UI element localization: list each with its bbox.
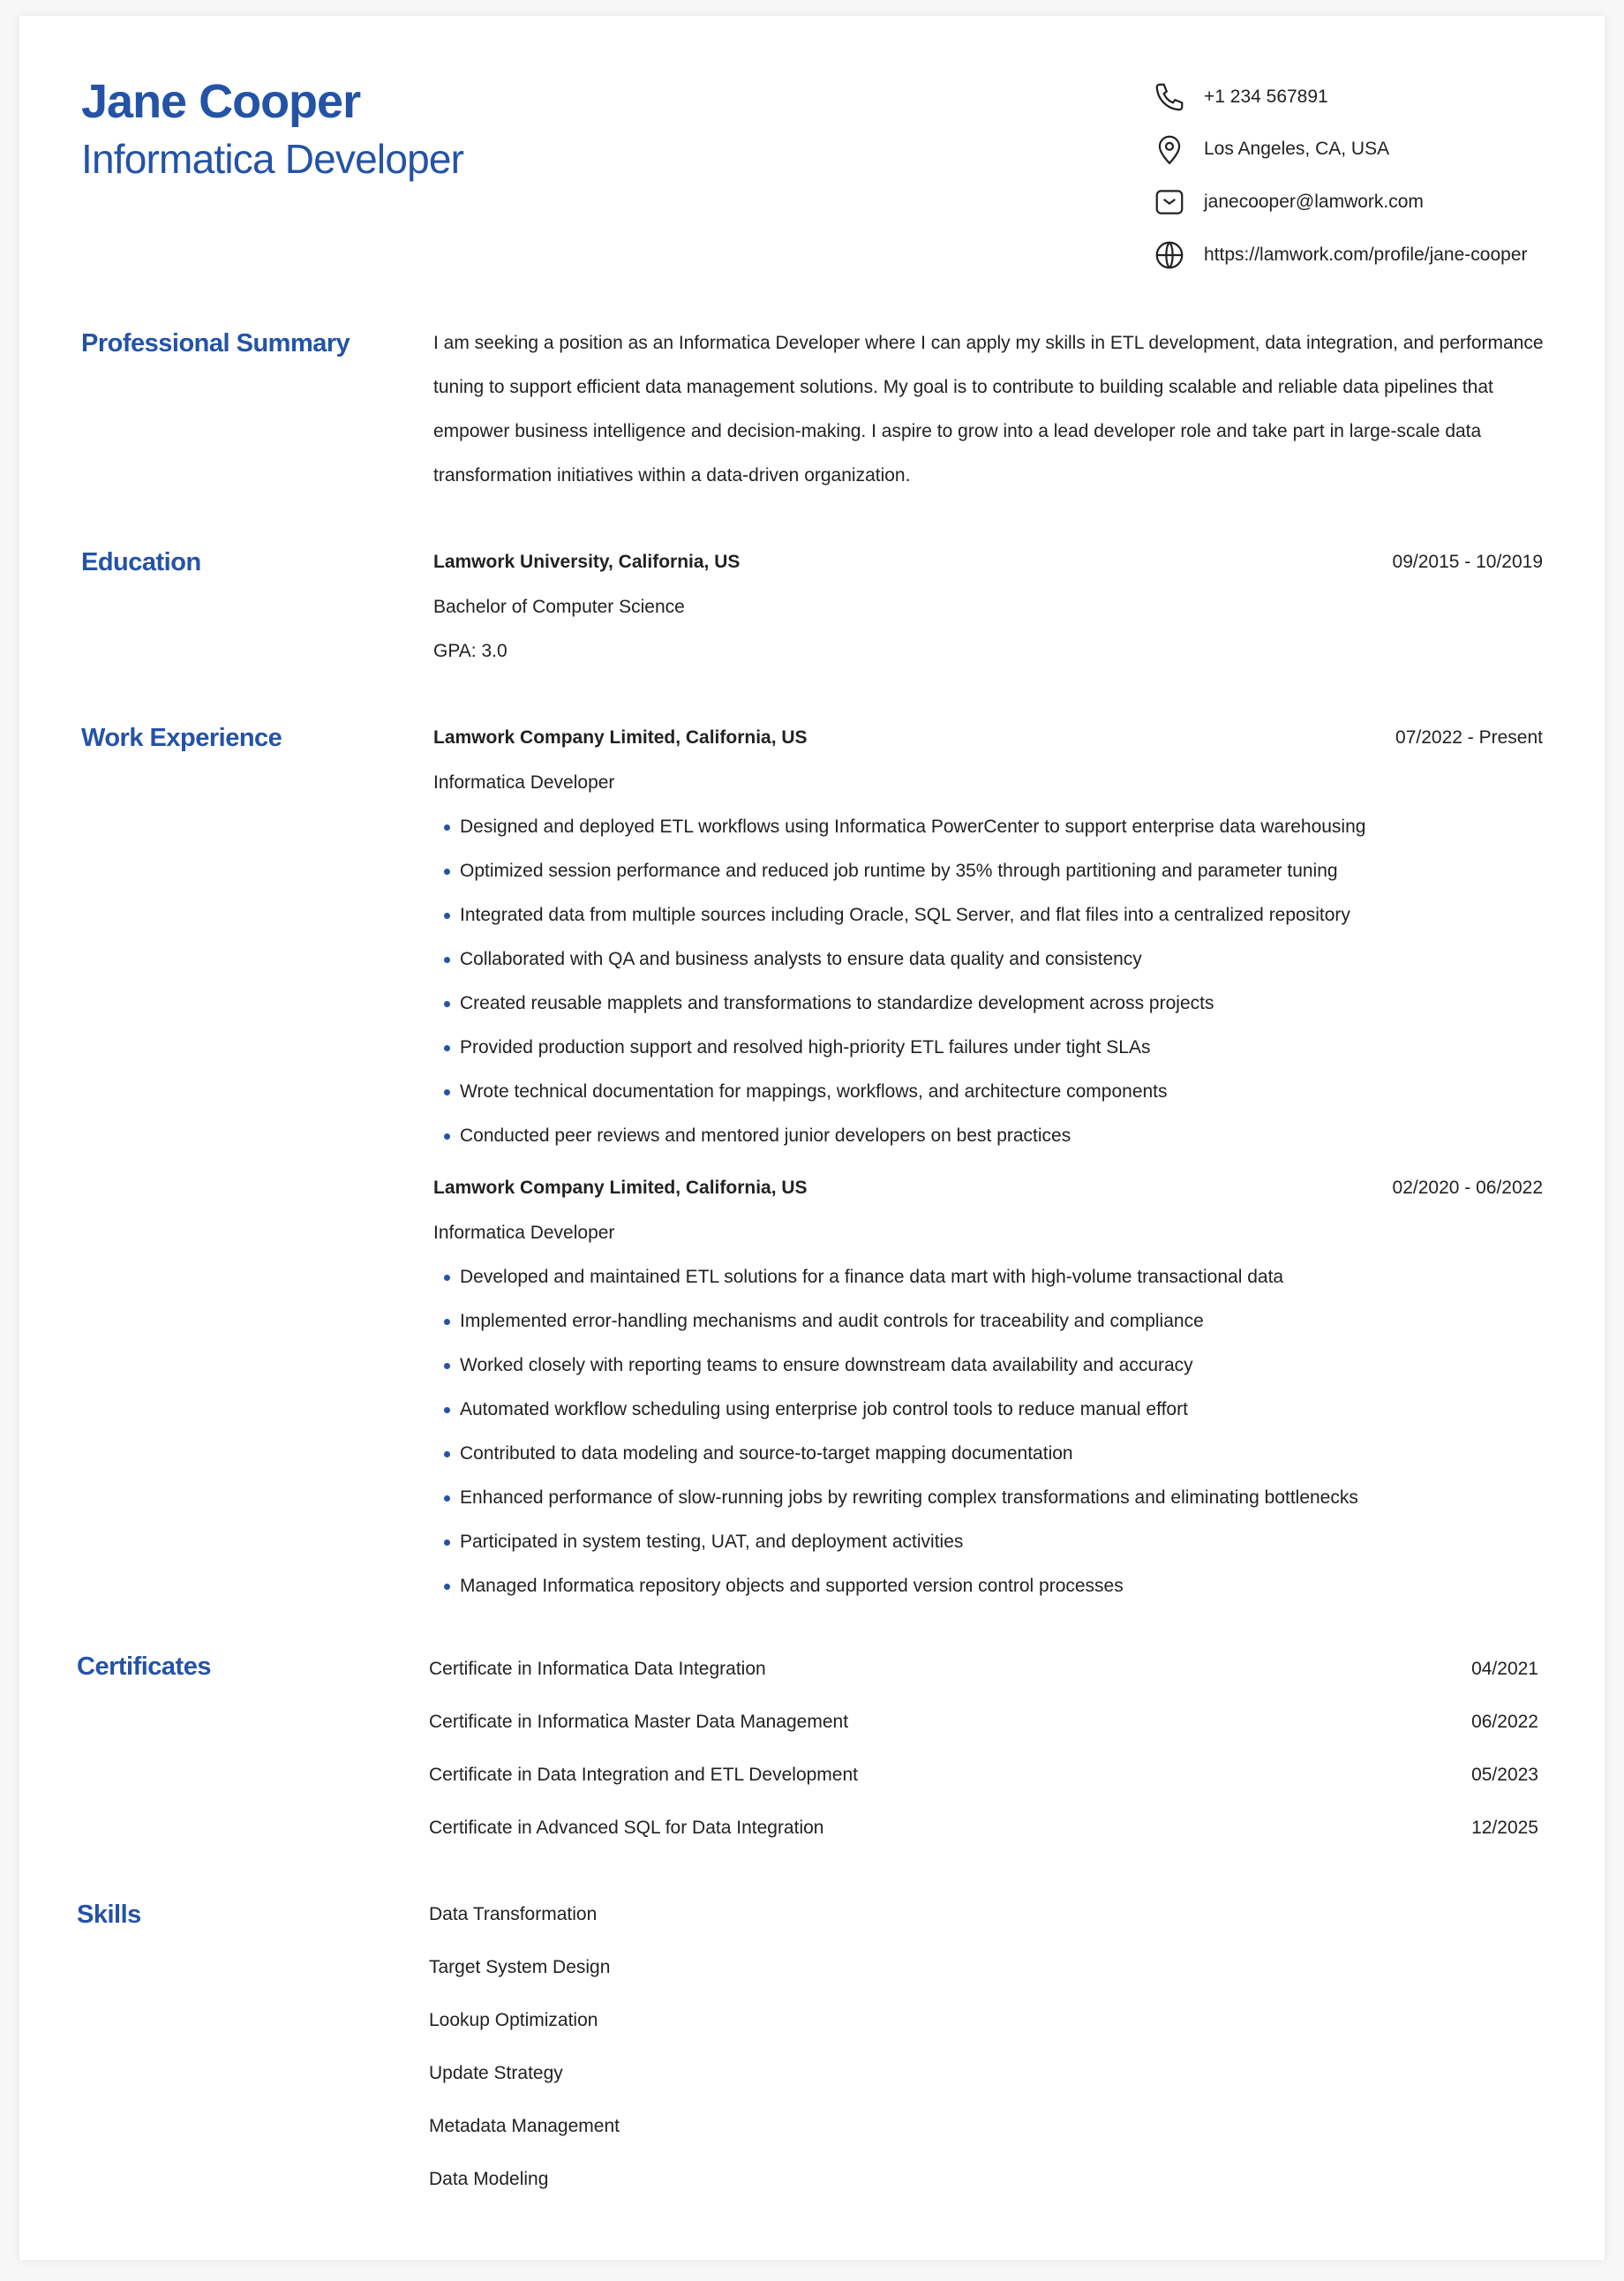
bullet-dot bbox=[444, 1089, 450, 1095]
job-bullet bbox=[444, 893, 1350, 937]
bullet-text: Participated in system testing, UAT, and deployment activities bbox=[460, 1532, 964, 1552]
bullet-dot bbox=[444, 824, 450, 831]
bullet-dot bbox=[444, 1319, 450, 1325]
bullet-text: Created reusable mapplets and transformations to standardize development across projects bbox=[460, 993, 1214, 1013]
skill-item: Data Modeling bbox=[429, 2169, 549, 2189]
bullet-text: Wrote technical documentation for mappings, workflows, and architecture components bbox=[460, 1081, 1168, 1102]
job-bullet bbox=[444, 1388, 1188, 1432]
bullet-text: Contributed to data modeling and source-to-target mapping documentation bbox=[460, 1443, 1073, 1464]
email-text[interactable]: janecooper@lamwork.com bbox=[1204, 192, 1424, 212]
candidate-name: Jane Cooper bbox=[81, 75, 361, 128]
contact-location bbox=[1153, 127, 1389, 171]
bullet-dot bbox=[444, 1045, 450, 1051]
bullet-text: Conducted peer reviews and mentored junior developers on best practices bbox=[460, 1125, 1071, 1146]
job-bullet bbox=[444, 849, 1338, 893]
skill-item: Update Strategy bbox=[429, 2063, 563, 2083]
contact-phone bbox=[1153, 75, 1328, 119]
job-title: Informatica Developer bbox=[81, 136, 464, 182]
education-gpa: GPA: 3.0 bbox=[433, 641, 508, 661]
job-bullet bbox=[444, 1344, 1193, 1388]
bullet-text: Optimized session performance and reduced job runtime by 35% through partitioning and parameter tuning bbox=[460, 861, 1338, 881]
bullet-dot bbox=[444, 1584, 450, 1590]
section-heading-skills: Skills bbox=[77, 1901, 141, 1929]
certificate-date: 06/2022 bbox=[1471, 1712, 1538, 1732]
job-bullet bbox=[444, 1299, 1204, 1344]
bullet-dot bbox=[444, 1451, 450, 1457]
job-bullet bbox=[444, 1114, 1071, 1158]
job-role: Informatica Developer bbox=[433, 1223, 615, 1243]
job-bullet bbox=[444, 1255, 1283, 1299]
phone-text: +1 234 567891 bbox=[1204, 87, 1328, 107]
bullet-dot bbox=[444, 1407, 450, 1413]
job-bullet bbox=[444, 805, 1365, 849]
bullet-text: Developed and maintained ETL solutions for a finance data mart with high-volume transactional data bbox=[460, 1267, 1284, 1287]
location-icon bbox=[1153, 132, 1186, 166]
phone-icon bbox=[1153, 80, 1186, 114]
bullet-text: Managed Informatica repository objects and supported version control processes bbox=[460, 1576, 1124, 1596]
job-bullet bbox=[444, 1070, 1168, 1114]
section-heading-work: Work Experience bbox=[81, 724, 282, 752]
job-date: 07/2022 - Present bbox=[1395, 727, 1543, 748]
job-date: 02/2020 - 06/2022 bbox=[1392, 1178, 1543, 1198]
website-text[interactable]: https://lamwork.com/profile/jane-cooper bbox=[1204, 245, 1528, 265]
job-role: Informatica Developer bbox=[433, 772, 615, 793]
certificate-name: Certificate in Advanced SQL for Data Integration bbox=[429, 1818, 824, 1838]
section-heading-education: Education bbox=[81, 548, 201, 576]
skill-item: Lookup Optimization bbox=[429, 2010, 598, 2030]
certificate-date: 04/2021 bbox=[1471, 1659, 1538, 1679]
job-bullet bbox=[444, 982, 1214, 1026]
job-company: Lamwork Company Limited, California, US bbox=[433, 727, 808, 748]
bullet-dot bbox=[444, 869, 450, 875]
bullet-dot bbox=[444, 1495, 450, 1502]
contact-website[interactable] bbox=[1153, 233, 1528, 277]
bullet-text: Automated workflow scheduling using enterprise job control tools to reduce manual effort bbox=[460, 1399, 1188, 1419]
skill-item: Target System Design bbox=[429, 1957, 611, 1977]
job-bullet bbox=[444, 937, 1142, 982]
globe-icon bbox=[1153, 238, 1186, 272]
job-bullet bbox=[444, 1564, 1124, 1608]
contact-email[interactable] bbox=[1153, 180, 1424, 224]
skill-item: Metadata Management bbox=[429, 2116, 620, 2136]
bullet-text: Provided production support and resolved high-priority ETL failures under tight SLAs bbox=[460, 1037, 1151, 1058]
bullet-dot bbox=[444, 1275, 450, 1281]
skill-item: Data Transformation bbox=[429, 1904, 598, 1924]
job-company: Lamwork Company Limited, California, US bbox=[433, 1178, 808, 1198]
certificate-name: Certificate in Data Integration and ETL Development bbox=[429, 1765, 858, 1785]
bullet-dot bbox=[444, 1363, 450, 1369]
job-bullet bbox=[444, 1476, 1358, 1520]
location-text: Los Angeles, CA, USA bbox=[1204, 139, 1390, 159]
bullet-dot bbox=[444, 913, 450, 919]
job-bullet bbox=[444, 1432, 1073, 1476]
certificate-name: Certificate in Informatica Master Data Management bbox=[429, 1712, 849, 1732]
bullet-text: Worked closely with reporting teams to ensure downstream data availability and accuracy bbox=[460, 1355, 1193, 1375]
education-degree: Bachelor of Computer Science bbox=[433, 597, 685, 617]
certificate-date: 05/2023 bbox=[1471, 1765, 1538, 1785]
section-heading-summary: Professional Summary bbox=[81, 329, 350, 358]
bullet-text: Designed and deployed ETL workflows using Informatica PowerCenter to support enterprise data warehousing bbox=[460, 817, 1366, 837]
email-icon bbox=[1153, 185, 1186, 219]
job-bullet bbox=[444, 1520, 963, 1564]
education-date: 09/2015 - 10/2019 bbox=[1392, 552, 1543, 572]
bullet-text: Implemented error-handling mechanisms and audit controls for traceability and compliance bbox=[460, 1311, 1204, 1331]
bullet-text: Enhanced performance of slow-running jobs by rewriting complex transformations and eliminating bottlenecks bbox=[460, 1487, 1358, 1508]
certificate-date: 12/2025 bbox=[1471, 1818, 1538, 1838]
bullet-dot bbox=[444, 1539, 450, 1546]
job-bullet bbox=[444, 1026, 1151, 1070]
summary-text: I am seeking a position as an Informatica Developer where I can apply my skills in ETL development, data integration, and performance tuning to support efficient data management solutions. My goal is to contribute to building scalable and reliable data pipelines that empower business intelligence and decision-making. I aspire to grow into a lead developer role and take part in large-scale data transformation initiatives within a data-driven organization. bbox=[433, 333, 1544, 486]
certificate-name: Certificate in Informatica Data Integration bbox=[429, 1659, 766, 1679]
bullet-dot bbox=[444, 1001, 450, 1007]
bullet-dot bbox=[444, 957, 450, 963]
bullet-text: Integrated data from multiple sources including Oracle, SQL Server, and flat files into a centralized repository bbox=[460, 905, 1350, 925]
bullet-text: Collaborated with QA and business analysts to ensure data quality and consistency bbox=[460, 949, 1142, 969]
bullet-dot bbox=[444, 1133, 450, 1140]
education-school: Lamwork University, California, US bbox=[433, 552, 741, 572]
section-heading-certificates: Certificates bbox=[77, 1652, 211, 1681]
